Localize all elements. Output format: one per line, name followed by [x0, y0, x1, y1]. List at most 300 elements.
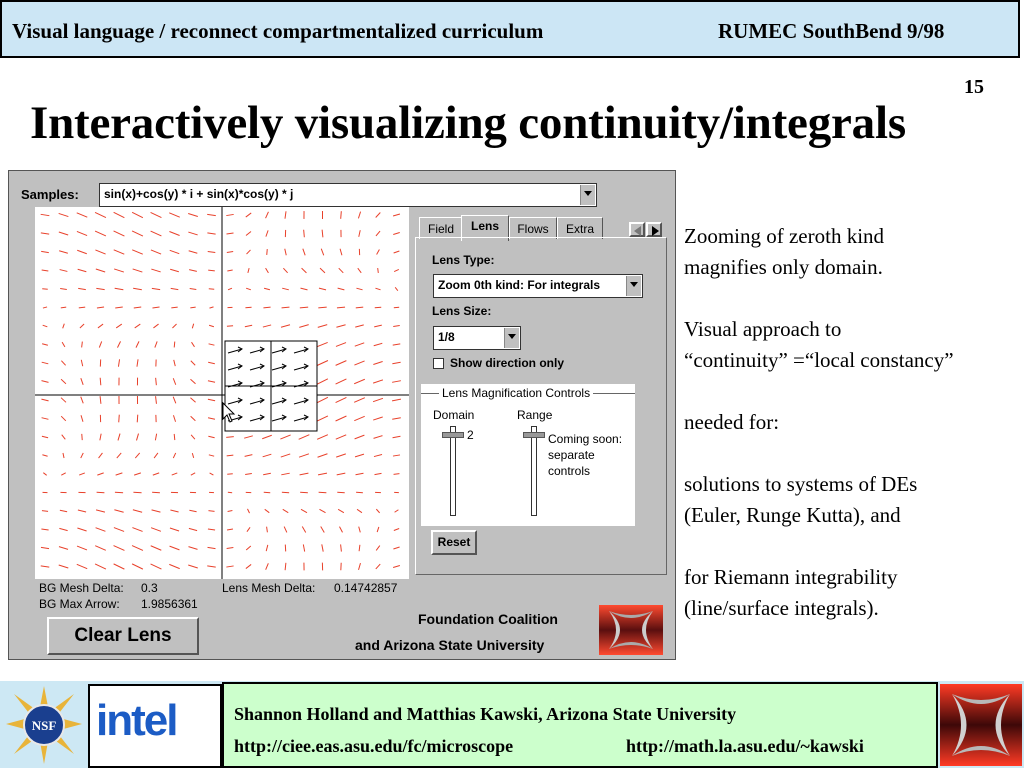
field-arrow — [393, 326, 400, 327]
field-arrow — [173, 397, 176, 404]
field-arrow — [208, 436, 214, 437]
side-line: (Euler, Runge Kutta), and — [684, 503, 901, 527]
field-arrow — [336, 361, 347, 366]
field-arrow — [174, 434, 175, 440]
field-arrow — [355, 325, 364, 327]
field-arrow — [378, 268, 379, 273]
field-arrow — [189, 251, 198, 253]
field-arrow — [336, 325, 345, 328]
field-arrow — [114, 250, 125, 254]
tab-field[interactable] — [419, 217, 463, 239]
field-arrow — [79, 473, 85, 475]
field-arrow — [246, 288, 251, 290]
field-arrow — [393, 455, 400, 456]
field-arrow — [133, 288, 142, 289]
magnification-group-label: Lens Magnification Controls — [439, 386, 593, 400]
domain-slider-thumb[interactable] — [442, 432, 464, 438]
field-arrow — [285, 211, 286, 218]
field-arrow — [117, 341, 120, 347]
field-arrow — [189, 270, 197, 272]
field-arrow — [318, 307, 326, 308]
field-arrow — [43, 307, 47, 308]
field-arrow — [373, 398, 383, 401]
field-arrow — [173, 378, 175, 385]
lens-size-dropdown[interactable] — [433, 326, 521, 350]
field-arrow — [245, 307, 251, 308]
foundation-line2: and Arizona State University — [355, 637, 545, 653]
field-arrow — [156, 378, 157, 385]
field-arrow — [96, 288, 104, 289]
field-arrow — [151, 212, 162, 217]
field-arrow — [283, 509, 289, 512]
field-arrow — [392, 362, 400, 364]
field-arrow — [95, 546, 106, 551]
field-arrow — [226, 233, 233, 234]
field-arrow — [191, 473, 195, 475]
field-arrow — [188, 547, 197, 550]
field-arrow — [99, 453, 103, 458]
field-arrow — [266, 545, 268, 551]
field-arrow — [263, 473, 271, 474]
field-arrow — [208, 511, 214, 512]
field-arrow — [174, 360, 176, 366]
range-label: Range — [517, 408, 553, 422]
field-arrow — [207, 566, 215, 567]
field-arrow — [336, 416, 347, 421]
bg-mesh-delta-label: BG Mesh Delta: — [39, 581, 124, 595]
field-arrow — [63, 324, 65, 329]
field-arrow — [151, 564, 162, 569]
field-arrow — [59, 251, 68, 254]
header-left-title: Visual language / reconnect compartmentalized curriculum — [12, 19, 544, 43]
field-arrow — [247, 250, 251, 254]
field-arrow — [190, 307, 195, 308]
field-arrow — [320, 268, 325, 273]
credits-url-kawski[interactable]: http://math.la.asu.edu/~kawski — [626, 736, 864, 756]
field-arrow — [59, 528, 67, 530]
reset-button[interactable] — [431, 530, 477, 555]
field-arrow — [80, 324, 84, 328]
field-arrow — [188, 565, 198, 568]
field-arrow — [114, 231, 125, 236]
field-arrow — [170, 250, 180, 253]
field-arrow — [281, 454, 290, 457]
slide-header — [0, 0, 1020, 58]
domain-slider-track[interactable] — [450, 426, 456, 516]
field-arrow — [209, 325, 214, 326]
field-arrow — [394, 474, 400, 475]
field-arrow — [114, 528, 124, 532]
field-arrow — [136, 341, 139, 347]
field-arrow — [209, 344, 215, 345]
field-arrow — [394, 269, 399, 271]
range-slider-track[interactable] — [531, 426, 537, 516]
field-arrow — [189, 528, 197, 530]
field-arrow — [152, 307, 159, 308]
field-arrow — [339, 527, 342, 533]
field-arrow — [285, 563, 286, 570]
side-paragraph-1 — [684, 221, 1024, 283]
field-arrow — [301, 509, 307, 512]
field-arrow — [135, 453, 139, 458]
reset-label: Reset — [437, 535, 471, 549]
clear-lens-label: Clear Lens — [74, 625, 172, 646]
range-slider-thumb[interactable] — [523, 432, 545, 438]
field-arrow — [247, 509, 249, 513]
magnification-controls-group — [421, 384, 635, 526]
field-arrow — [62, 342, 65, 347]
field-arrow — [340, 249, 342, 256]
field-arrow — [377, 527, 379, 532]
coming-soon-line3: controls — [548, 464, 591, 478]
field-arrow — [373, 380, 383, 383]
field-arrow — [191, 416, 196, 420]
field-arrow — [267, 527, 268, 533]
field-arrow — [356, 473, 364, 474]
field-arrow — [376, 564, 380, 569]
nsf-label: NSF — [31, 718, 57, 733]
triangle-left-icon — [634, 226, 641, 236]
field-arrow — [358, 268, 361, 273]
field-arrow — [208, 270, 215, 271]
field-arrow — [226, 437, 234, 438]
field-arrow — [96, 510, 105, 512]
field-arrow — [191, 361, 195, 365]
field-arrow — [82, 342, 83, 348]
field-arrow — [210, 473, 214, 475]
field-arrow — [78, 288, 86, 289]
field-arrow — [299, 435, 310, 440]
lens-size-value: 1/8 — [438, 330, 455, 344]
field-arrow — [299, 325, 308, 328]
field-arrow — [81, 397, 84, 404]
field-arrow — [356, 307, 363, 308]
field-arrow — [282, 288, 289, 290]
field-arrow — [192, 453, 193, 458]
field-arrow — [227, 529, 233, 530]
field-arrow — [338, 288, 345, 290]
field-arrow — [227, 326, 233, 327]
field-arrow — [61, 416, 66, 421]
field-arrow — [100, 434, 101, 441]
field-arrow — [246, 564, 251, 568]
field-arrow — [375, 288, 380, 290]
field-arrow — [336, 379, 347, 384]
field-arrow — [282, 307, 290, 308]
field-arrow — [171, 307, 177, 308]
tab-field-label: Field — [427, 222, 454, 236]
field-arrow — [41, 399, 48, 401]
field-arrow — [263, 325, 271, 327]
intel-logo — [88, 684, 222, 768]
field-arrow — [247, 527, 250, 531]
side-text — [684, 221, 1024, 655]
field-arrow — [284, 527, 287, 533]
field-arrow — [248, 268, 249, 273]
field-arrow — [61, 473, 65, 475]
field-arrow — [132, 212, 143, 217]
field-arrow — [188, 232, 197, 235]
field-arrow — [152, 510, 161, 512]
field-arrow — [302, 527, 305, 533]
field-arrow — [79, 307, 85, 308]
field-arrow — [266, 230, 268, 236]
field-arrow — [227, 270, 232, 271]
field-arrow — [62, 435, 66, 440]
field-arrow — [208, 381, 215, 383]
field-arrow — [59, 547, 68, 550]
field-arrow — [42, 362, 49, 364]
field-arrow — [170, 269, 179, 271]
field-arrow — [354, 398, 365, 403]
side-line: Zooming of zeroth kind — [684, 224, 885, 248]
field-arrow — [153, 473, 159, 475]
field-arrow — [336, 454, 346, 457]
field-arrow — [42, 270, 49, 271]
tab-scroll-left-button[interactable] — [629, 222, 645, 237]
field-arrow — [300, 473, 309, 475]
field-arrow — [263, 454, 272, 457]
field-arrow — [60, 510, 67, 511]
field-arrow — [60, 289, 67, 290]
field-arrow — [374, 436, 383, 439]
field-arrow — [137, 359, 138, 366]
field-arrow — [317, 379, 328, 384]
triangle-right-icon — [652, 226, 659, 236]
field-arrow — [355, 343, 364, 346]
field-arrow — [245, 473, 252, 474]
tab-bar — [415, 215, 675, 239]
field-arrow — [354, 379, 365, 383]
field-arrow — [59, 213, 69, 216]
field-arrow — [133, 510, 142, 512]
field-arrow — [153, 324, 158, 328]
field-arrow — [172, 473, 178, 475]
field-arrow — [170, 546, 180, 550]
field-arrow — [283, 268, 287, 273]
foundation-coalition-logo-icon — [940, 684, 1022, 766]
field-arrow — [115, 307, 122, 308]
field-arrow — [359, 527, 361, 533]
field-arrow — [318, 454, 328, 457]
field-arrow — [395, 287, 398, 290]
field-arrow — [115, 288, 124, 289]
field-arrow — [41, 233, 49, 234]
field-arrow — [337, 473, 346, 475]
field-arrow — [285, 249, 286, 255]
tab-flows[interactable] — [509, 217, 557, 239]
samples-value: sin(x)+cos(y) * i + sin(x)*cos(y) * j — [104, 187, 294, 201]
field-arrow — [393, 232, 399, 234]
field-arrow — [303, 249, 305, 256]
tab-extra[interactable] — [557, 217, 603, 239]
lens-type-dropdown[interactable] — [433, 274, 643, 298]
field-arrow — [97, 473, 103, 475]
field-arrow — [81, 453, 84, 458]
credits-url-microscope[interactable]: http://ciee.eas.asu.edu/fc/microscope — [234, 736, 514, 756]
field-arrow — [317, 435, 328, 440]
field-arrow — [227, 251, 233, 252]
chevron-down-icon[interactable] — [626, 276, 641, 296]
field-arrow — [190, 398, 195, 402]
field-arrow — [322, 544, 323, 551]
field-arrow — [42, 344, 48, 346]
field-arrow — [59, 232, 68, 235]
field-arrow — [116, 473, 123, 475]
show-direction-checkbox[interactable] — [433, 358, 444, 369]
field-arrow — [321, 527, 325, 533]
side-line: for Riemann integrability — [684, 565, 898, 589]
field-arrow — [155, 434, 156, 441]
field-arrow — [100, 378, 101, 385]
side-paragraph-2 — [684, 314, 1024, 376]
domain-label: Domain — [433, 408, 475, 422]
field-arrow — [41, 566, 50, 567]
field-arrow — [319, 509, 325, 512]
lens-tab-panel — [415, 237, 667, 575]
credits-box — [222, 682, 938, 768]
field-arrow — [81, 360, 82, 366]
field-arrow — [374, 454, 382, 456]
field-arrow — [118, 359, 119, 366]
field-arrow — [151, 528, 161, 532]
field-arrow — [393, 436, 401, 437]
field-arrow — [337, 307, 345, 308]
field-arrow — [266, 212, 269, 218]
coming-soon-line2: separate — [548, 448, 595, 462]
field-arrow — [304, 230, 305, 238]
field-arrow — [392, 381, 401, 383]
field-arrow — [42, 455, 47, 457]
field-arrow — [173, 453, 175, 458]
lens-mesh-delta-label: Lens Mesh Delta: — [222, 581, 316, 595]
field-arrow — [151, 231, 162, 236]
field-arrow — [227, 455, 234, 456]
field-arrow — [156, 396, 157, 404]
samples-label: Samples: — [21, 187, 79, 202]
field-arrow — [394, 529, 399, 531]
field-arrow — [136, 434, 138, 441]
field-arrow — [190, 289, 197, 290]
field-arrow — [359, 545, 360, 551]
field-arrow — [133, 269, 143, 272]
field-arrow — [59, 565, 69, 568]
field-arrow — [61, 379, 66, 384]
samples-dropdown[interactable] — [99, 183, 597, 207]
field-arrow — [114, 212, 125, 217]
field-arrow — [262, 435, 272, 438]
field-arrow — [174, 342, 175, 348]
field-arrow — [151, 269, 160, 272]
field-arrow — [132, 231, 143, 236]
side-paragraph-5 — [684, 562, 1024, 624]
field-arrow — [373, 361, 382, 364]
field-arrow — [192, 342, 195, 347]
field-arrow — [377, 250, 380, 255]
slide-title: Interactively visualizing continuity/integrals — [30, 97, 906, 149]
field-arrow — [42, 511, 48, 512]
field-arrow — [318, 473, 327, 475]
field-arrow — [42, 418, 49, 420]
side-line: Visual approach to — [684, 317, 842, 341]
field-arrow — [266, 563, 269, 569]
field-arrow — [317, 416, 328, 421]
field-arrow — [41, 547, 49, 548]
field-arrow — [336, 435, 346, 439]
bg-mesh-delta-value: 0.3 — [141, 581, 158, 595]
field-arrow — [169, 564, 179, 568]
field-arrow — [189, 510, 196, 511]
field-arrow — [359, 230, 360, 237]
field-arrow — [322, 230, 323, 238]
field-arrow — [302, 268, 307, 273]
field-arrow — [336, 343, 346, 347]
field-arrow — [171, 288, 179, 289]
vector-field-canvas[interactable] — [35, 207, 409, 579]
field-arrow — [170, 510, 178, 512]
field-arrow — [41, 214, 50, 215]
tab-flows-label: Flows — [517, 222, 549, 236]
field-arrow — [81, 415, 83, 422]
field-arrow — [191, 435, 195, 439]
field-arrow — [356, 288, 362, 290]
field-arrow — [169, 213, 180, 217]
field-arrow — [116, 324, 122, 328]
chevron-down-icon[interactable] — [580, 185, 595, 205]
field-arrow — [246, 231, 251, 235]
field-arrow — [207, 214, 216, 215]
field-arrow — [319, 288, 326, 290]
field-arrow — [100, 396, 101, 404]
field-arrow — [246, 213, 251, 217]
field-arrow — [43, 473, 46, 476]
field-arrow — [117, 453, 121, 458]
field-arrow — [192, 324, 193, 329]
tab-scroll-right-button[interactable] — [646, 222, 662, 237]
side-line: “continuity” =“local constancy” — [684, 348, 954, 372]
field-arrow — [135, 324, 141, 328]
field-arrow — [317, 342, 327, 346]
field-arrow — [114, 546, 125, 551]
field-arrow — [61, 307, 66, 308]
field-arrow — [173, 415, 175, 421]
field-arrow — [114, 564, 125, 569]
field-arrow — [77, 250, 87, 253]
chevron-down-icon[interactable] — [504, 328, 519, 348]
field-arrow — [263, 307, 270, 308]
field-arrow — [245, 455, 253, 457]
field-arrow — [393, 344, 401, 345]
fc-logo-icon — [599, 605, 663, 655]
side-line: (line/surface integrals). — [684, 596, 879, 620]
field-arrow — [393, 565, 400, 567]
field-arrow — [95, 212, 106, 217]
field-arrow — [169, 231, 179, 235]
clear-lens-button[interactable] — [47, 617, 199, 655]
lens-type-label: Lens Type: — [432, 253, 495, 267]
show-direction-label: Show direction only — [450, 356, 565, 370]
field-arrow — [61, 398, 66, 403]
field-arrow — [190, 379, 195, 383]
field-arrow — [42, 289, 48, 290]
field-arrow — [359, 563, 361, 570]
field-arrow — [355, 435, 365, 439]
field-arrow — [209, 307, 213, 308]
field-arrow — [208, 418, 215, 419]
field-arrow — [95, 250, 105, 254]
field-arrow — [134, 307, 141, 308]
field-arrow — [78, 510, 86, 512]
